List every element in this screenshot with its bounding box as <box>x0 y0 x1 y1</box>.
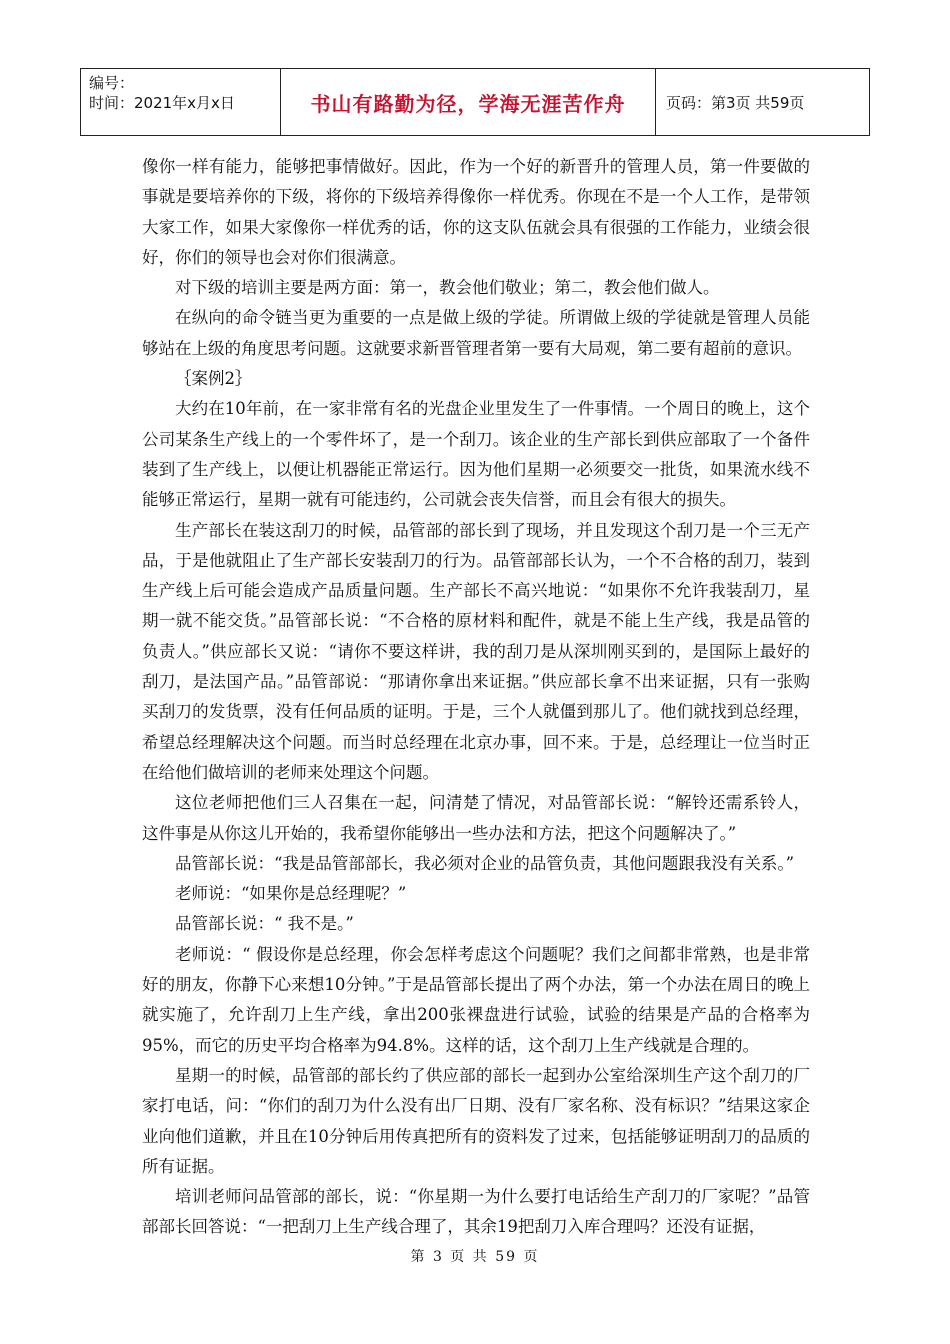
paragraph: 像你一样有能力，能够把事情做好。因此，作为一个好的新晋升的管理人员，第一件要做的事就是要培养你的下级，将你的下级培养得像你一样优秀。你现在不是一个人工作，是带领大家工作，如果大家像你一样优秀的话，你的这支队伍就会具有很强的工作能力，业绩会很好，你们的领导也会对你们很满意。 <box>142 157 810 267</box>
paragraph: 老师说：“如果你是总经理呢？” <box>175 884 407 904</box>
paragraph: 生产部长在装这刮刀的时候，品管部的部长到了现场，并且发现这个刮刀是一个三无产品，于是他就阻止了生产部长安装刮刀的行为。品管部部长认为，一个不合格的刮刀，装到生产线上后可能会造成产品质量问题。生产部长不高兴地说：“如果你不允许我装刮刀，星期一就不能交货。”品管部长说：“不合格的原材料和配件，就是不能上生产线，我是品管的负责人。”供应部长又说：“请你不要这样讲，我的刮刀是从深圳刚买到的，是国际上最好的刮刀，是法国产品。”品管部说：“那请你拿出来证据。”供应部长拿不出来证据，只有一张购买刮刀的发货票，没有任何品质的证明。于是，三个人就僵到那儿了。他们就找到总经理，希望总经理解决这个问题。而当时总经理在北京办事，回不来。于是，总经理让一位当时正在给他们做培训的老师来处理这个问题。 <box>142 520 810 782</box>
page-header <box>80 68 870 136</box>
paragraph: 品管部长说：“ 我不是。” <box>175 914 354 934</box>
page-code: 页码：第3页 共59页 <box>666 93 805 112</box>
page-footer: 第 3 页 共 59 页 <box>410 1249 540 1265</box>
document-body <box>142 152 810 1243</box>
number-label: 编号： <box>89 74 135 92</box>
case-heading: ｛案例2｝ <box>175 369 252 389</box>
paragraph: 对下级的培训主要是两方面：第一，教会他们敬业；第二，教会他们做人。 <box>175 278 720 298</box>
date-label: 时间：2021年x月x日 <box>89 94 235 112</box>
paragraph: 品管部长说：“我是品管部部长，我必须对企业的品管负责，其他问题跟我没有关系。” <box>175 853 795 873</box>
paragraph: 在纵向的命令链当更为重要的一点是做上级的学徒。所谓做上级的学徒就是管理人员能够站在上级的角度思考问题。这就要求新晋管理者第一要有大局观，第二要有超前的意识。 <box>142 308 810 358</box>
paragraph: 星期一的时候，品管部的部长约了供应部的部长一起到办公室给深圳生产这个刮刀的厂家打电话，问：“你们的刮刀为什么没有出厂日期、没有厂家名称、没有标识？”结果这家企业向他们道歉，并且在10分钟后用传真把所有的资料发了过来，包括能够证明刮刀的品质的所有证据。 <box>142 1065 810 1176</box>
header-meta <box>81 69 281 135</box>
paragraph: 培训老师问品管部的部长，说：“你星期一为什么要打电话给生产刮刀的厂家呢？”品管部部长回答说：“一把刮刀上生产线合理了，其余19把刮刀入库合理吗？还没有证据， <box>142 1187 810 1237</box>
paragraph: 老师说：“ 假设你是总经理，你会怎样考虑这个问题呢？我们之间都非常熟，也是非常好的朋友，你静下心来想10分钟。”于是品管部长提出了两个办法，第一个办法在周日的晚上就实施了，允许刮刀上生产线，拿出200张裸盘进行试验，试验的结果是产品的合格率为95%，而它的历史平均合格率为94.8%。这样的话，这个刮刀上生产线就是合理的。 <box>142 944 810 1055</box>
paragraph: 大约在10年前，在一家非常有名的光盘企业里发生了一件事情。一个周日的晚上，这个公司某条生产线上的一个零件坏了，是一个刮刀。该企业的生产部长到供应部取了一个备件装到了生产线上，以便让机器能正常运行。因为他们星期一必须要交一批货，如果流水线不能够正常运行，星期一就有可能违约，公司就会丧失信誉，而且会有很大的损失。 <box>142 399 810 510</box>
motto: 书山有路勤为径，学海无涯苦作舟 <box>281 69 656 135</box>
paragraph: 这位老师把他们三人召集在一起，问清楚了情况，对品管部长说：“解铃还需系铃人，这件事是从你这儿开始的，我希望你能够出一些办法和方法，把这个问题解决了。” <box>142 793 810 843</box>
